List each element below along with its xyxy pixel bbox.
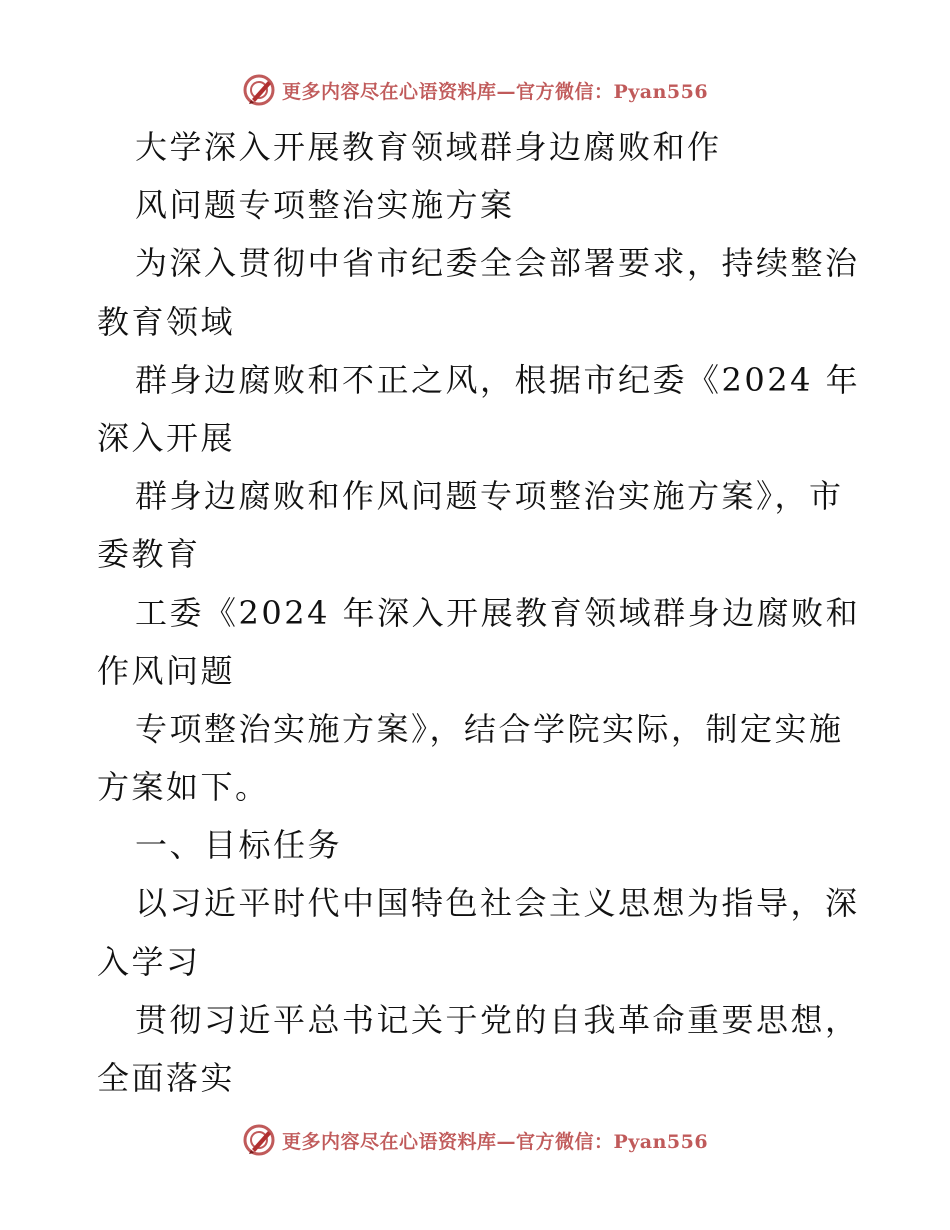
- header-watermark-text: 更多内容尽在心语资料库—官方微信：Pyan556: [281, 80, 709, 103]
- pen-circle-icon: [242, 73, 276, 107]
- text-line: 一、目标任务: [135, 826, 343, 865]
- document-body: [97, 118, 861, 1107]
- text-line: 大学深入开展教育领域群身边腐败和作: [135, 128, 722, 166]
- text-line: 委教育: [97, 535, 201, 574]
- text-line: 专项整治实施方案》，结合学院实际，制定实施: [135, 709, 844, 748]
- text-line: 入学习: [97, 942, 201, 981]
- text-line: 方案如下。: [97, 768, 270, 807]
- footer-watermark-banner: [0, 1120, 950, 1160]
- text-line: 贯彻习近平总书记关于党的自我革命重要思想，: [135, 1000, 860, 1039]
- text-line: 工委《2024 年深入开展教育领域群身边腐败和: [135, 593, 861, 632]
- text-line: 全面落实: [97, 1059, 236, 1097]
- text-line: 作风问题: [97, 651, 236, 690]
- header-watermark-banner: [0, 70, 950, 110]
- text-line: 群身边腐败和不正之风，根据市纪委《2024 年: [135, 360, 861, 399]
- text-line: 以习近平时代中国特色社会主义思想为指导，深: [135, 884, 860, 923]
- text-line: 风问题专项整治实施方案: [135, 186, 515, 225]
- footer-watermark-text: 更多内容尽在心语资料库—官方微信：Pyan556: [281, 1130, 709, 1153]
- text-line: 深入开展: [97, 418, 236, 457]
- text-line: 为深入贯彻中省市纪委全会部署要求，持续整治: [135, 244, 860, 283]
- text-line: 教育领域: [97, 302, 236, 341]
- pen-circle-icon: [242, 1123, 276, 1157]
- text-line: 群身边腐败和作风问题专项整治实施方案》，市: [135, 477, 844, 516]
